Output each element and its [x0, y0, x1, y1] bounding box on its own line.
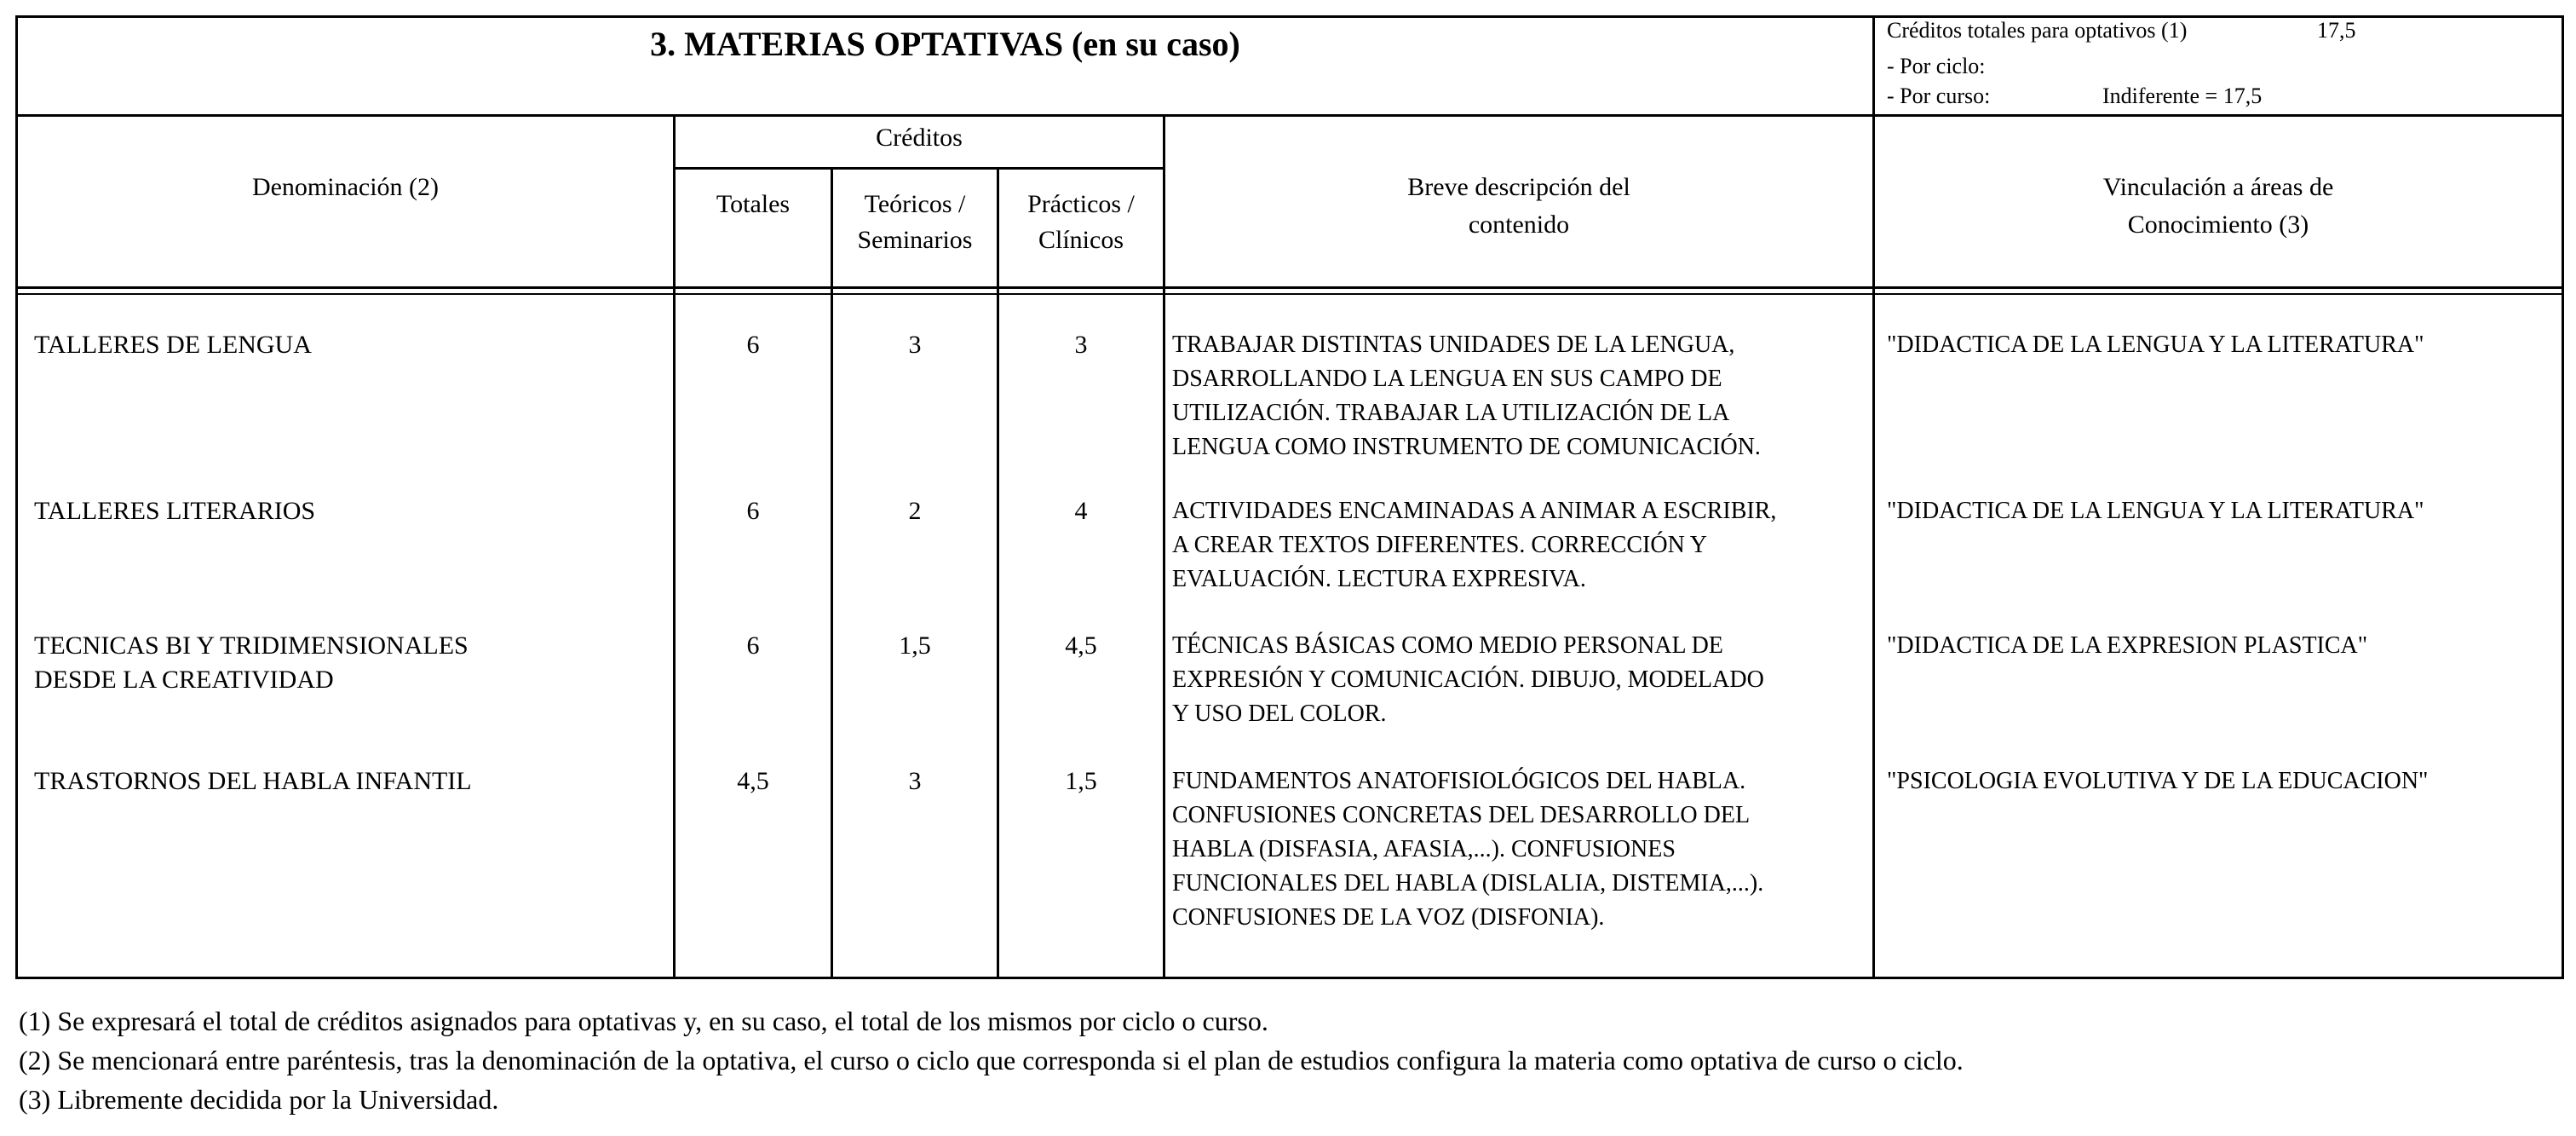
row-vinculacion: "DIDACTICA DE LA LENGUA Y LA LITERATURA" [1887, 332, 2424, 358]
row-practicos: 1,5 [1065, 767, 1097, 795]
row-totales: 6 [746, 631, 760, 660]
row-name: TECNICAS BI Y TRIDIMENSIONALES DESDE LA CREATIVIDAD [34, 631, 469, 694]
row-vinculacion: "PSICOLOGIA EVOLUTIVA Y DE LA EDUCACION" [1887, 768, 2429, 794]
row-name: TALLERES DE LENGUA [34, 331, 312, 359]
row-practicos: 4,5 [1065, 631, 1097, 660]
page-title: 3. MATERIAS OPTATIVAS (en su caso) [650, 25, 1240, 63]
row-teoricos: 3 [908, 331, 922, 359]
row-totales: 6 [746, 497, 760, 525]
col-vinculacion: Vinculación a áreas de [2102, 173, 2334, 201]
row-vinculacion: "DIDACTICA DE LA LENGUA Y LA LITERATURA" [1887, 498, 2424, 524]
col-descripcion-2: contenido [1468, 210, 1570, 239]
col-creditos: Créditos [876, 124, 963, 152]
row-descripcion: TRABAJAR DISTINTAS UNIDADES DE LA LENGUA, DSARROLLANDO LA LENGUA EN SUS CAMPO DE UTILIZACIÓN. TRABAJAR LA UTILIZACIÓN DE LA LENGUA COMO INSTRUMENTO DE COMUNICACIÓN. [1172, 332, 1761, 460]
footnote: (3) Libremente decidida por la Universidad. [19, 1084, 499, 1115]
per-course-label: - Por curso: [1887, 84, 1991, 108]
col-descripcion: Breve descripción del [1407, 173, 1630, 201]
row-teoricos: 3 [908, 767, 922, 795]
col-vinculacion-2: Conocimiento (3) [2127, 210, 2309, 239]
col-teoricos-2: Seminarios [857, 226, 973, 254]
col-practicos-2: Clínicos [1038, 226, 1124, 254]
row-descripcion: FUNDAMENTOS ANATOFISIOLÓGICOS DEL HABLA. CONFUSIONES CONCRETAS DEL DESARROLLO DEL HABLA (DISFASIA, AFASIA,...). CONFUSIONES FUNCIONALES DEL HABLA (DISLALIA, DISTEMIA,...). CONFUSIONES DE LA VOZ (DISFONIA). [1172, 768, 1764, 931]
row-totales: 4,5 [737, 767, 769, 795]
col-teoricos: Teóricos / [864, 190, 966, 218]
row-name: TALLERES LITERARIOS [34, 497, 316, 525]
per-course-value: Indiferente = 17,5 [2102, 84, 2263, 108]
row-descripcion: ACTIVIDADES ENCAMINADAS A ANIMAR A ESCRIBIR, A CREAR TEXTOS DIFERENTES. CORRECCIÓN Y EVALUACIÓN. LECTURA EXPRESIVA. [1172, 498, 1777, 592]
row-practicos: 3 [1074, 331, 1088, 359]
row-teoricos: 1,5 [899, 631, 931, 660]
row-teoricos: 2 [908, 497, 922, 525]
row-name: TRASTORNOS DEL HABLA INFANTIL [34, 767, 472, 795]
credits-total-label: Créditos totales para optativos (1) [1887, 18, 2188, 43]
col-practicos: Prácticos / [1027, 190, 1135, 218]
footnote: (2) Se mencionará entre paréntesis, tras la denominación de la optativa, el curso o ciclo que corresponda si el plan de estudios configura la materia como optativa de curso o ciclo. [19, 1045, 1964, 1075]
row-practicos: 4 [1074, 497, 1088, 525]
row-descripcion: TÉCNICAS BÁSICAS COMO MEDIO PERSONAL DE EXPRESIÓN Y COMUNICACIÓN. DIBUJO, MODELADO Y USO DEL COLOR. [1172, 632, 1764, 727]
row-vinculacion: "DIDACTICA DE LA EXPRESION PLASTICA" [1887, 632, 2368, 659]
row-totales: 6 [746, 331, 760, 359]
per-cycle-label: - Por ciclo: [1887, 54, 1986, 78]
footnote: (1) Se expresará el total de créditos asignados para optativas y, en su caso, el total de los mismos por ciclo o curso. [19, 1006, 1268, 1036]
col-denominacion: Denominación (2) [251, 173, 440, 201]
credits-total-value: 17,5 [2317, 18, 2356, 43]
col-totales: Totales [716, 190, 791, 218]
